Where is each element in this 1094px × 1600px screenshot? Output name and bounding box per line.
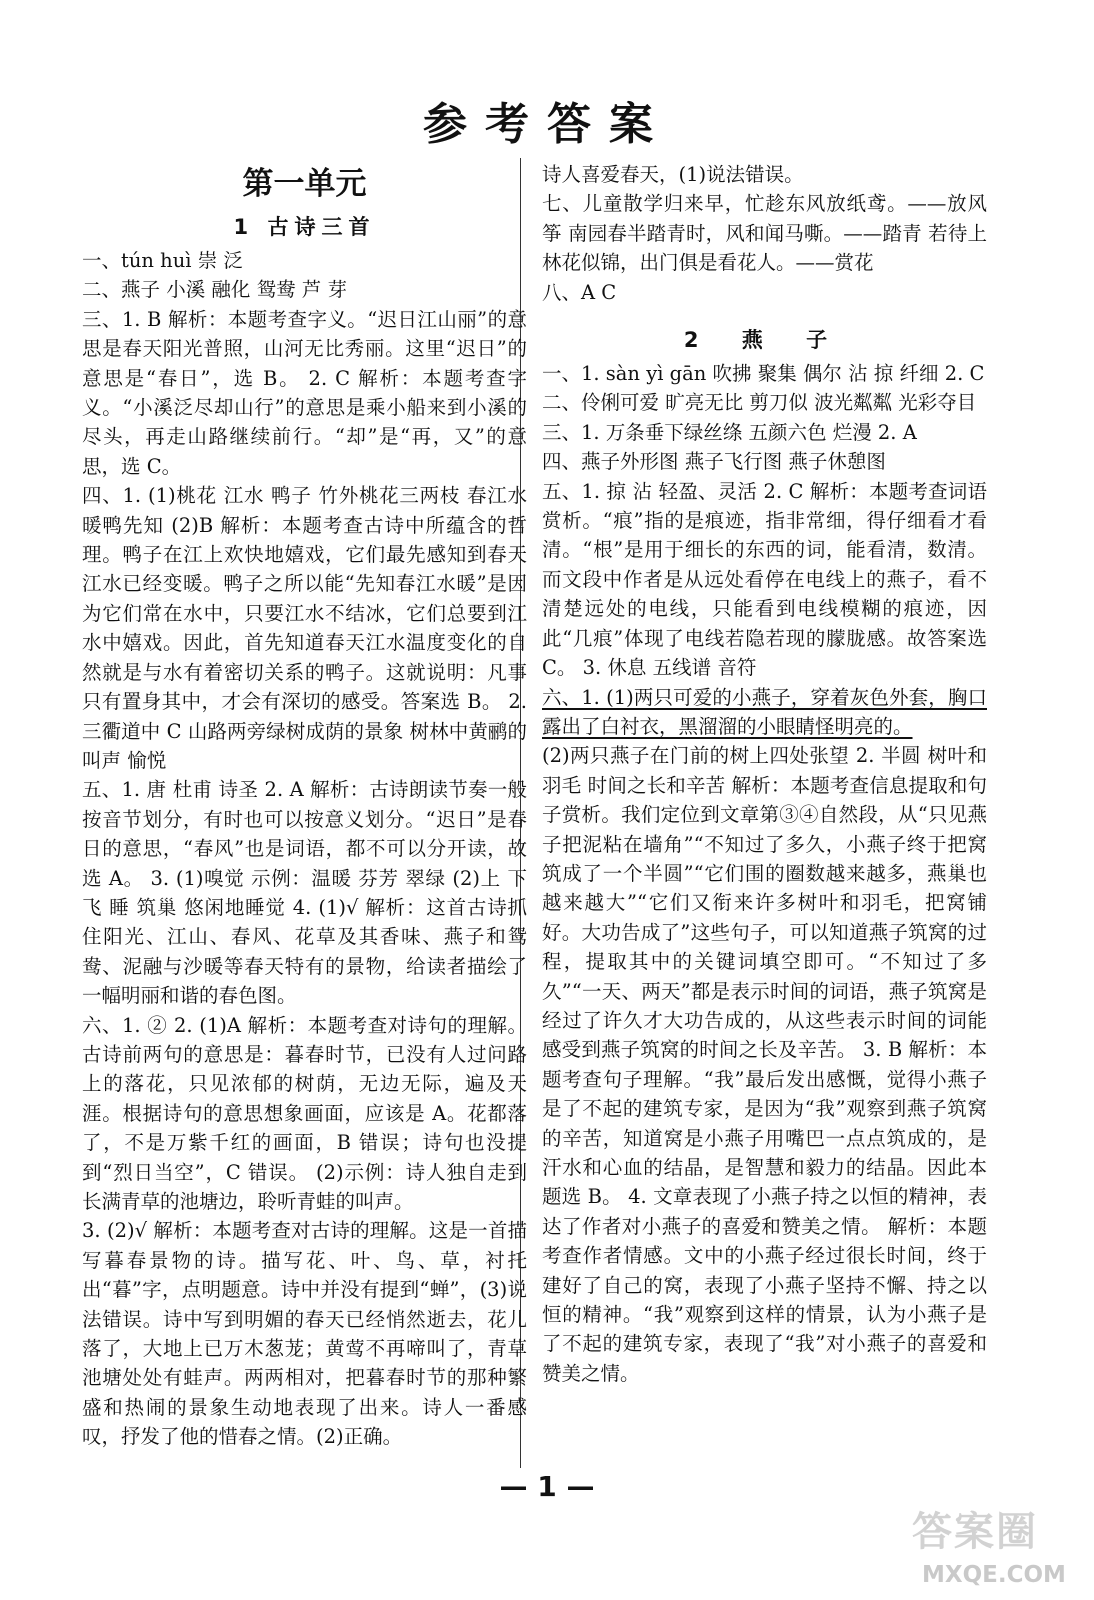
answer-paragraph: 3. (2)√ 解析：本题考查对古诗的理解。这是一首描写暮春景物的诗。描写花、叶、鸟、草，衬托出“暮”字，点明题意。诗中并没有提到“蝉”，(3)说法错误。诗中写到明媚的春天已经悄然逝去，花儿落了，大地上已万木葱茏；黄莺不再啼叫了，青草池塘处处有蛙声。两两相对，把暮春时节的那种繁盛和热闹的景象生动地表现了出来。诗人一番感叹，抒发了他的惜春之情。(2)正确。 [82, 1219, 527, 1449]
answer-paragraph: 二、伶俐可爱 旷亮无比 剪刀似 波光粼粼 光彩夺目 [542, 391, 977, 415]
lesson-title-1: 1 古诗三首 [233, 215, 376, 239]
answer-paragraph: 一、tún huì 崇 泛 [82, 249, 243, 272]
answer-paragraph: 二、燕子 小溪 融化 鸳鸯 芦 芽 [82, 278, 347, 302]
left-column [82, 164, 534, 1452]
answer-paragraph: 诗人喜爱春天，(1)说法错误。 [542, 163, 804, 186]
page-title: 参考答案 [423, 99, 671, 150]
watermark-url: MXQE.COM [922, 1562, 1066, 1588]
underlined-answer: 六、1. (1)两只可爱的小燕子，穿着灰色外套，胸口露出了白衬衣，黑溜溜的小眼睛怪明亮的。 [542, 685, 987, 738]
answer-paragraph: 四、1. (1)桃花 江水 鸭子 竹外桃花三两枝 春江水暖鸭先知 (2)B 解析：本题考查古诗中所蕴含的哲理。鸭子在江上欢快地嬉戏，它们最先感知到春天江水已经变暖。鸭子之所以能“先知春江水暖”是因为它们常在水中，只要江水不结冰，它们总要到江水中嬉戏。因此，首先知道春天江水温度变化的自然就是与水有着密切关系的鸭子。这就说明：凡事只有置身其中，才会有深切的感受。答案选 B。 2. 三衢道中 C 山路两旁绿树成荫的景象 树林中黄鹂的叫声 愉悦 [82, 484, 534, 772]
answer-paragraph: 三、1. 万条垂下绿丝绦 五颜六色 烂漫 2. A [542, 420, 917, 444]
unit-title: 第一单元 [242, 166, 367, 202]
watermark-logo: 答案圈 [912, 1509, 1038, 1555]
answer-paragraph: 三、1. B 解析：本题考查字义。“迟日江山丽”的意思是春天阳光普照，山河无比秀丽。这里“迟日”的意思是“春日”，选 B。 2. C 解析：本题考查字义。“小溪泛尽却山行”的意思是乘小船来到小溪的尽头，再走山路继续前行。“却”是“再，又”的意思，选 C。 [82, 307, 527, 478]
page-number: — 1 — [499, 1470, 595, 1503]
answer-paragraph: 八、A C [542, 280, 617, 304]
right-column [542, 160, 994, 1388]
answer-paragraph: 四、燕子外形图 燕子飞行图 燕子休憩图 [542, 450, 886, 474]
answer-paragraph: 六、1. ② 2. (1)A 解析：本题考查对诗句的理解。古诗前两句的意思是：暮春时节，已没有人过问路上的落花，只见浓郁的树荫，无边无际，遍及天涯。根据诗句的意思想象画面，应该是 A。花都落了，不是万紫千红的画面，B 错误；诗句也没提到“烈日当空”，C 错误。 (2)示例：诗人独自走到长满青草的池塘边，聆听青蛙的叫声。 [82, 1013, 527, 1213]
answer-paragraph: 一、1. sàn yì gān 吹拂 聚集 偶尔 沾 掠 纤细 2. C [542, 362, 985, 386]
answer-paragraph: 七、儿童散学归来早，忙趁东风放纸鸢。——放风筝 南园春半踏青时，风和闻马嘶。——踏青 若待上林花似锦，出门俱是看花人。——赏花 [542, 192, 987, 275]
answer-paragraph: 五、1. 唐 杜甫 诗圣 2. A 解析：古诗朗读节奏一般按音节划分，有时也可以按意义划分。“迟日”是春日的意思，“春风”也是词语，都不可以分开读，故选 A。 3. (1)嗅觉 示例：温暖 芬芳 翠绿 (2)上 下 飞 睡 筑巢 悠闲地睡觉 4. (1)√ 解析：这首古诗抓住阳光、江山、春风、花草及其香味、燕子和鸳鸯、泥融与沙暖等春天特有的景物，给读者描绘了一幅明丽和谐的春色图。 [82, 778, 534, 1008]
answer-paragraph: (2)两只燕子在门前的树上四处张望 2. 半圆 树叶和羽毛 时间之长和辛苦 解析：本题考查信息提取和句子赏析。我们定位到文章第③④自然段，从“只见燕子把泥粘在墙角”“不知过了多久，小燕子终于把窝筑成了一个半圆”“它们围的圈数越来越多，燕巢也越来越大”“它们又衔来许多树叶和羽毛，把窝铺好。大功告成了”这些句子，可以知道燕子筑窝的过程，提取其中的关键词填空即可。“不知过了多久”“一天、两天”都是表示时间的词语，燕子筑窝是经过了许久才大功告成的，从这些表示时间的词能感受到燕子筑窝的时间之长及辛苦。 3. B 解析：本题考查句子理解。“我”最后发出感慨，觉得小燕子是了不起的建筑专家，是因为“我”观察到燕子筑窝的辛苦，知道窝是小燕子用嘴巴一点点筑成的，是汗水和心血的结晶，是智慧和毅力的结晶。因此本题选 B。 4. 文章表现了小燕子持之以恒的精神，表达了作者对小燕子的喜爱和赞美之情。 解析：本题考查作者情感。文中的小燕子经过很长时间，终于建好了自己的窝，表现了小燕子坚持不懈、持之以恒的精神。“我”观察到这样的情景，认为小燕子是了不起的建筑专家，表现了“我”对小燕子的喜爱和赞美之情。 [542, 744, 987, 1385]
lesson-title-2: 2 燕 子 [683, 328, 846, 353]
answer-paragraph: 五、1. 掠 沾 轻盈、灵活 2. C 解析：本题考查词语赏析。“痕”指的是痕迹，指非常细，得仔细看才看清。“根”是用于细长的东西的词，能看清，数清。而文段中作者是从远处看停在电线上的燕子，看不清楚远处的电线，只能看到电线模糊的痕迹，因此“几痕”体现了电线若隐若现的朦胧感。故答案选 C。 3. 休息 五线谱 音符 [542, 479, 994, 680]
